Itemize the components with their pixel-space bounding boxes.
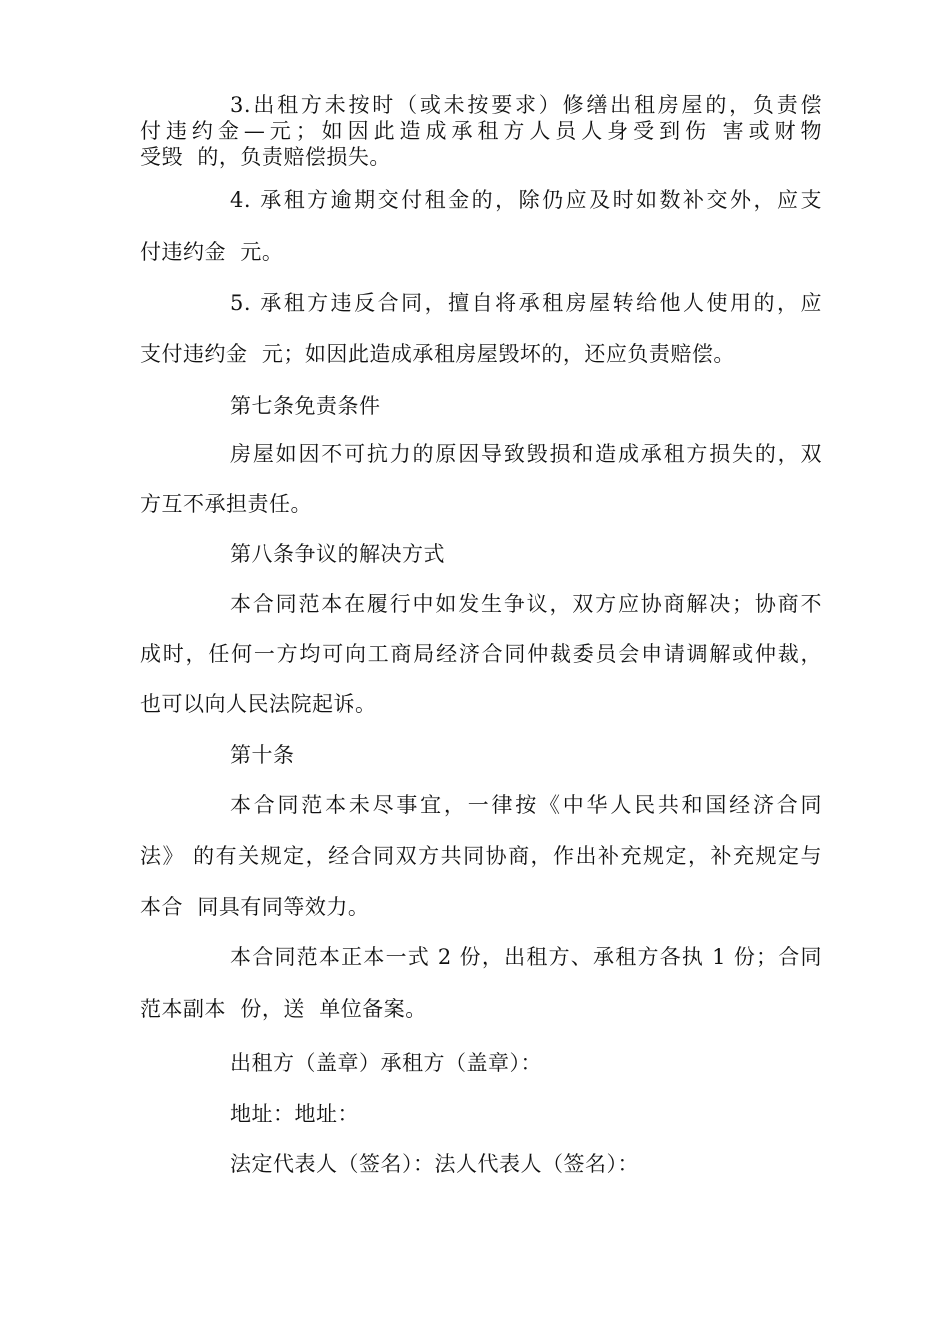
article10-title: 第十条 — [230, 743, 295, 767]
clause4-line2: 付违约金 元。 — [140, 240, 284, 264]
article10-line1: 本合同范本未尽事宜，一律按《中华人民共和国经济合同 — [230, 793, 822, 817]
article8-line2: 成时，任何一方均可向工商局经济合同仲裁委员会申请调解或仲裁， — [140, 642, 822, 666]
article7-line2: 方互不承担责任。 — [140, 492, 312, 516]
article7-title: 第七条免责条件 — [230, 394, 381, 418]
clause5-line1: 5. 承租方违反合同，擅自将承租房屋转给他人使用的，应 — [230, 291, 822, 315]
clause4-line1: 4. 承租方逾期交付租金的，除仍应及时如数补交外，应支 — [230, 188, 822, 212]
signature-representative-line: 法定代表人（签名）：法人代表人（签名）： — [230, 1152, 639, 1176]
clause3-line1: 3.出租方未按时（或未按要求）修缮出租房屋的，负责偿 — [230, 93, 822, 117]
clause5-line2: 支付违约金 元；如因此造成承租房屋毁坏的，还应负责赔偿。 — [140, 342, 735, 366]
article7-line1: 房屋如因不可抗力的原因导致毁损和造成承租方损失的，双 — [230, 442, 822, 466]
article10-line2: 法》 的有关规定，经合同双方共同协商，作出补充规定，补充规定与 — [140, 844, 822, 868]
clause3-line2: 付违约金—元；如因此造成承租方人员人身受到伤 害或财物 — [140, 119, 822, 143]
copies-line1: 本合同范本正本一式 2 份，出租方、承租方各执 1 份；合同 — [230, 945, 822, 969]
article8-line1: 本合同范本在履行中如发生争议，双方应协商解决；协商不 — [230, 592, 822, 616]
signature-address-line: 地址：地址： — [230, 1102, 359, 1126]
article10-line3: 本合 同具有同等效力。 — [140, 895, 370, 919]
article8-line3: 也可以向人民法院起诉。 — [140, 692, 377, 716]
article8-title: 第八条争议的解决方式 — [230, 542, 445, 566]
copies-line2: 范本副本 份，送 单位备案。 — [140, 997, 427, 1021]
clause3-line3: 受毁 的，负责赔偿损失。 — [140, 145, 391, 169]
signature-seal-line: 出租方（盖章）承租方（盖章）： — [230, 1051, 542, 1075]
